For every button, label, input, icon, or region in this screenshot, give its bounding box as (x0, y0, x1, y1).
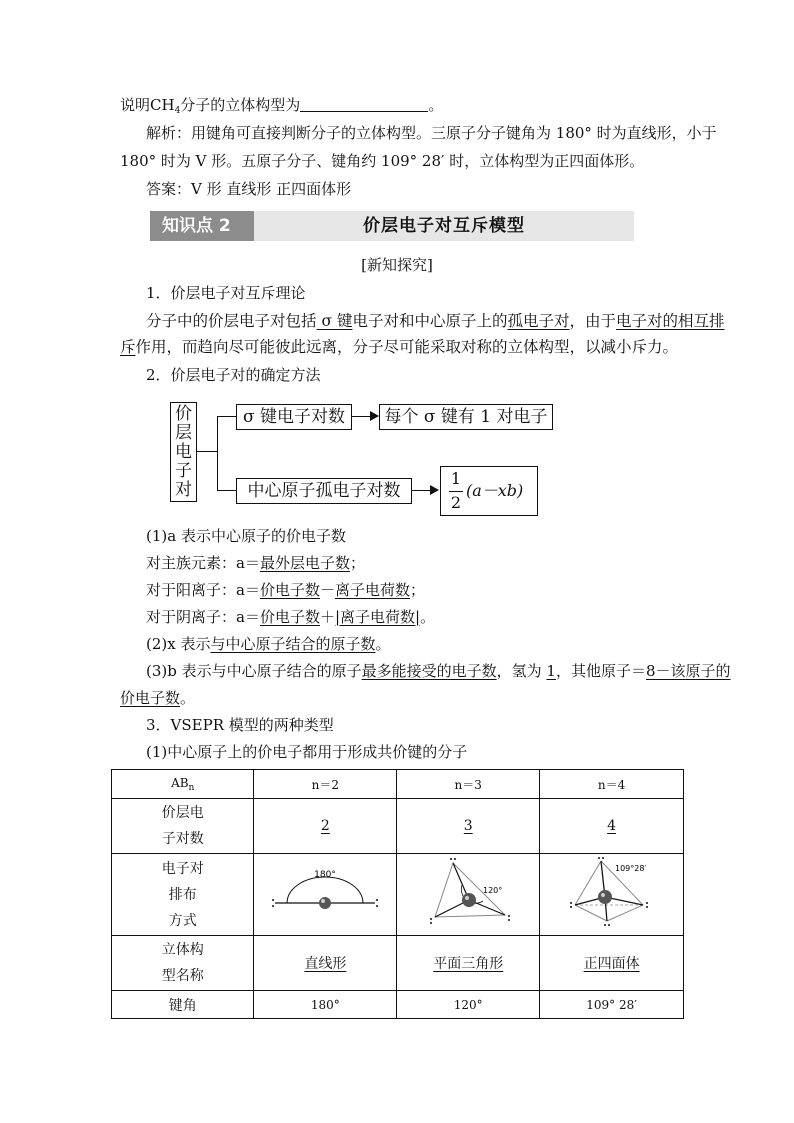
table-cell (397, 936, 540, 991)
rule-text: ，其他原子＝ (555, 662, 646, 680)
label-line: 立体构 (161, 942, 204, 958)
analysis-line-1: 解析：用键角可直接判断分子的立体构型。三原子分子键角为 180° 时为直线形，小于 (146, 124, 717, 142)
connector (217, 416, 236, 417)
sigma-pair-box: σ 键电子对数 (236, 404, 352, 430)
row-label: 键角 (112, 991, 254, 1019)
rule-text: (2)x 表示 (146, 635, 211, 653)
arrow-head (370, 411, 379, 421)
label-line: 价层电 (161, 805, 204, 821)
analysis-line-2: 180° 时为 V 形。五原子分子、键角约 109° 28′ 时，立体构型为正四面体形。 (120, 152, 645, 170)
rule-text: 对于阳离子：a＝ (146, 581, 260, 599)
root-char: 子 (175, 461, 192, 481)
answer-blank (300, 97, 428, 112)
s1-text: ，由于 (569, 312, 616, 330)
s1-heading: 1．价层电子对互斥理论 (146, 284, 306, 302)
frac-denominator: 2 (450, 493, 462, 512)
s1-text: 分子中的价层电子对包括 (146, 312, 317, 330)
shape-name: 直线形 (304, 956, 347, 972)
root-char: 电 (175, 442, 192, 462)
table-row (112, 799, 684, 854)
rule-answer: 价电子数 (120, 689, 181, 707)
table-cell (540, 799, 684, 854)
q-text: 说明CH (120, 96, 175, 114)
rule-end: 。 (180, 689, 196, 707)
pair-count: 3 (463, 818, 473, 834)
s3-subheading: (1)中心原子上的价电子都用于形成共价键的分子 (146, 743, 468, 761)
label-line: 子对数 (161, 831, 204, 847)
bond-angle: 180° (254, 991, 397, 1019)
s1-text: 作用，而趋向尽可能彼此远离，分子尽可能采取对称的立体构型，以减小斥力。 (135, 338, 679, 356)
diagram-root-box (170, 402, 197, 502)
header-cell: n＝4 (540, 770, 684, 799)
b-definition-line-2 (120, 688, 195, 708)
table-cell (540, 936, 684, 991)
rule-answer: |离子电荷数| (334, 608, 421, 626)
angle-label: 109°28′ (614, 863, 646, 873)
s1-para-line-2 (120, 337, 678, 357)
label-line: 方式 (168, 912, 197, 929)
q-text-2: 分子的立体构型为 (180, 96, 301, 114)
s1-answer-sigma: σ 键 (316, 312, 353, 330)
rule-op: － (319, 581, 335, 599)
rule-op: ＋ (319, 608, 335, 626)
rule-answer: 离子电荷数 (334, 581, 410, 599)
label-line: 电子对 (161, 860, 204, 877)
shape-name: 平面三角形 (433, 956, 504, 972)
rule-end: ； (410, 581, 426, 599)
table-header-row (112, 770, 684, 799)
linear-arrangement-figure (265, 863, 385, 923)
answer-line: 答案：V 形 直线形 正四面体形 (146, 180, 352, 198)
root-char: 层 (175, 423, 192, 443)
frac-numerator: 1 (450, 469, 462, 488)
s1-answer-repulsion-end: 斥 (120, 338, 136, 356)
connector (217, 490, 236, 491)
table-row (112, 936, 684, 991)
arrow-shaft (412, 490, 430, 491)
header-ab: AB (171, 775, 189, 790)
tetrahedral-arrangement-figure (557, 855, 667, 931)
row-label (112, 854, 254, 936)
trigonal-arrangement-figure (413, 855, 523, 931)
table-cell (254, 799, 397, 854)
s3-heading: 3．VSEPR 模型的两种类型 (146, 716, 334, 734)
table-row (112, 991, 684, 1019)
frac-bar (449, 491, 463, 492)
q-subscript: 4 (174, 106, 181, 116)
angle-label: 180° (314, 869, 337, 880)
rule-text: (3)b 表示与中心原子结合的原子 (146, 662, 362, 680)
table-cell (397, 799, 540, 854)
connector (197, 451, 217, 452)
rule-answer: 价电子数 (259, 581, 320, 599)
table-cell (540, 854, 684, 936)
s2-heading: 2．价层电子对的确定方法 (146, 366, 321, 384)
header-ab-sub: n (188, 782, 195, 793)
b-definition-line-1 (146, 661, 731, 681)
row-label (112, 936, 254, 991)
sigma-result-box: 每个 σ 键有 1 对电子 (379, 404, 553, 430)
rule-text: 对于阴离子：a＝ (146, 608, 260, 626)
table-cell (254, 854, 397, 936)
rule-answer: 1 (546, 662, 556, 680)
rule-text: 对主族元素：a＝ (146, 554, 260, 572)
formula-box (440, 466, 538, 516)
header-cell: n＝2 (254, 770, 397, 799)
cation-rule (146, 580, 425, 600)
table-cell (397, 854, 540, 936)
table-row (112, 854, 684, 936)
lone-pair-box: 中心原子孤电子对数 (236, 478, 412, 504)
frac-rest: (a－xb) (466, 481, 524, 500)
label-line: 排布 (168, 886, 197, 903)
main-group-rule (146, 553, 365, 573)
s1-text: 电子对和中心原子上的 (352, 312, 508, 330)
q-end: 。 (428, 96, 444, 114)
anion-rule (146, 607, 435, 627)
rule-end: 。 (375, 635, 391, 653)
arrow-head (430, 485, 439, 495)
rule-end: 。 (420, 608, 436, 626)
header-cell: n＝3 (397, 770, 540, 799)
rule-end: ； (349, 554, 365, 572)
a-definition: (1)a 表示中心原子的价电子数 (146, 527, 346, 545)
s1-para-line-1 (146, 311, 725, 331)
arrow-shaft (352, 416, 370, 417)
rule-text: ，氢为 (496, 662, 547, 680)
vsepr-table (111, 769, 684, 1019)
intro-question (120, 95, 443, 121)
rule-answer: 与中心原子结合的原子数 (210, 635, 376, 653)
x-definition (146, 634, 391, 654)
row-label (112, 799, 254, 854)
rule-answer: 最多能接受的电子数 (361, 662, 497, 680)
header-cell (112, 770, 254, 799)
table-cell (254, 936, 397, 991)
label-line: 型名称 (161, 968, 204, 984)
section-subhead: [新知探究] (361, 256, 433, 274)
rule-answer: 最外层电子数 (259, 554, 350, 572)
pair-count: 4 (607, 818, 617, 834)
rule-answer: 价电子数 (259, 608, 320, 626)
bond-angle: 109° 28′ (540, 991, 684, 1019)
bond-angle: 120° (397, 991, 540, 1019)
root-char: 对 (175, 480, 192, 500)
section-tag: 知识点 2 (150, 211, 254, 241)
angle-label: 120° (483, 885, 503, 895)
s1-answer-lone-pair: 孤电子对 (507, 312, 570, 330)
root-char: 价 (175, 404, 192, 424)
connector (217, 416, 218, 490)
shape-name: 正四面体 (583, 956, 640, 972)
rule-answer: 8－该原子的 (645, 662, 731, 680)
pair-count: 2 (320, 818, 330, 834)
section-title: 价层电子对互斥模型 (363, 216, 525, 236)
s1-answer-repulsion: 电子对的相互排 (616, 312, 725, 330)
